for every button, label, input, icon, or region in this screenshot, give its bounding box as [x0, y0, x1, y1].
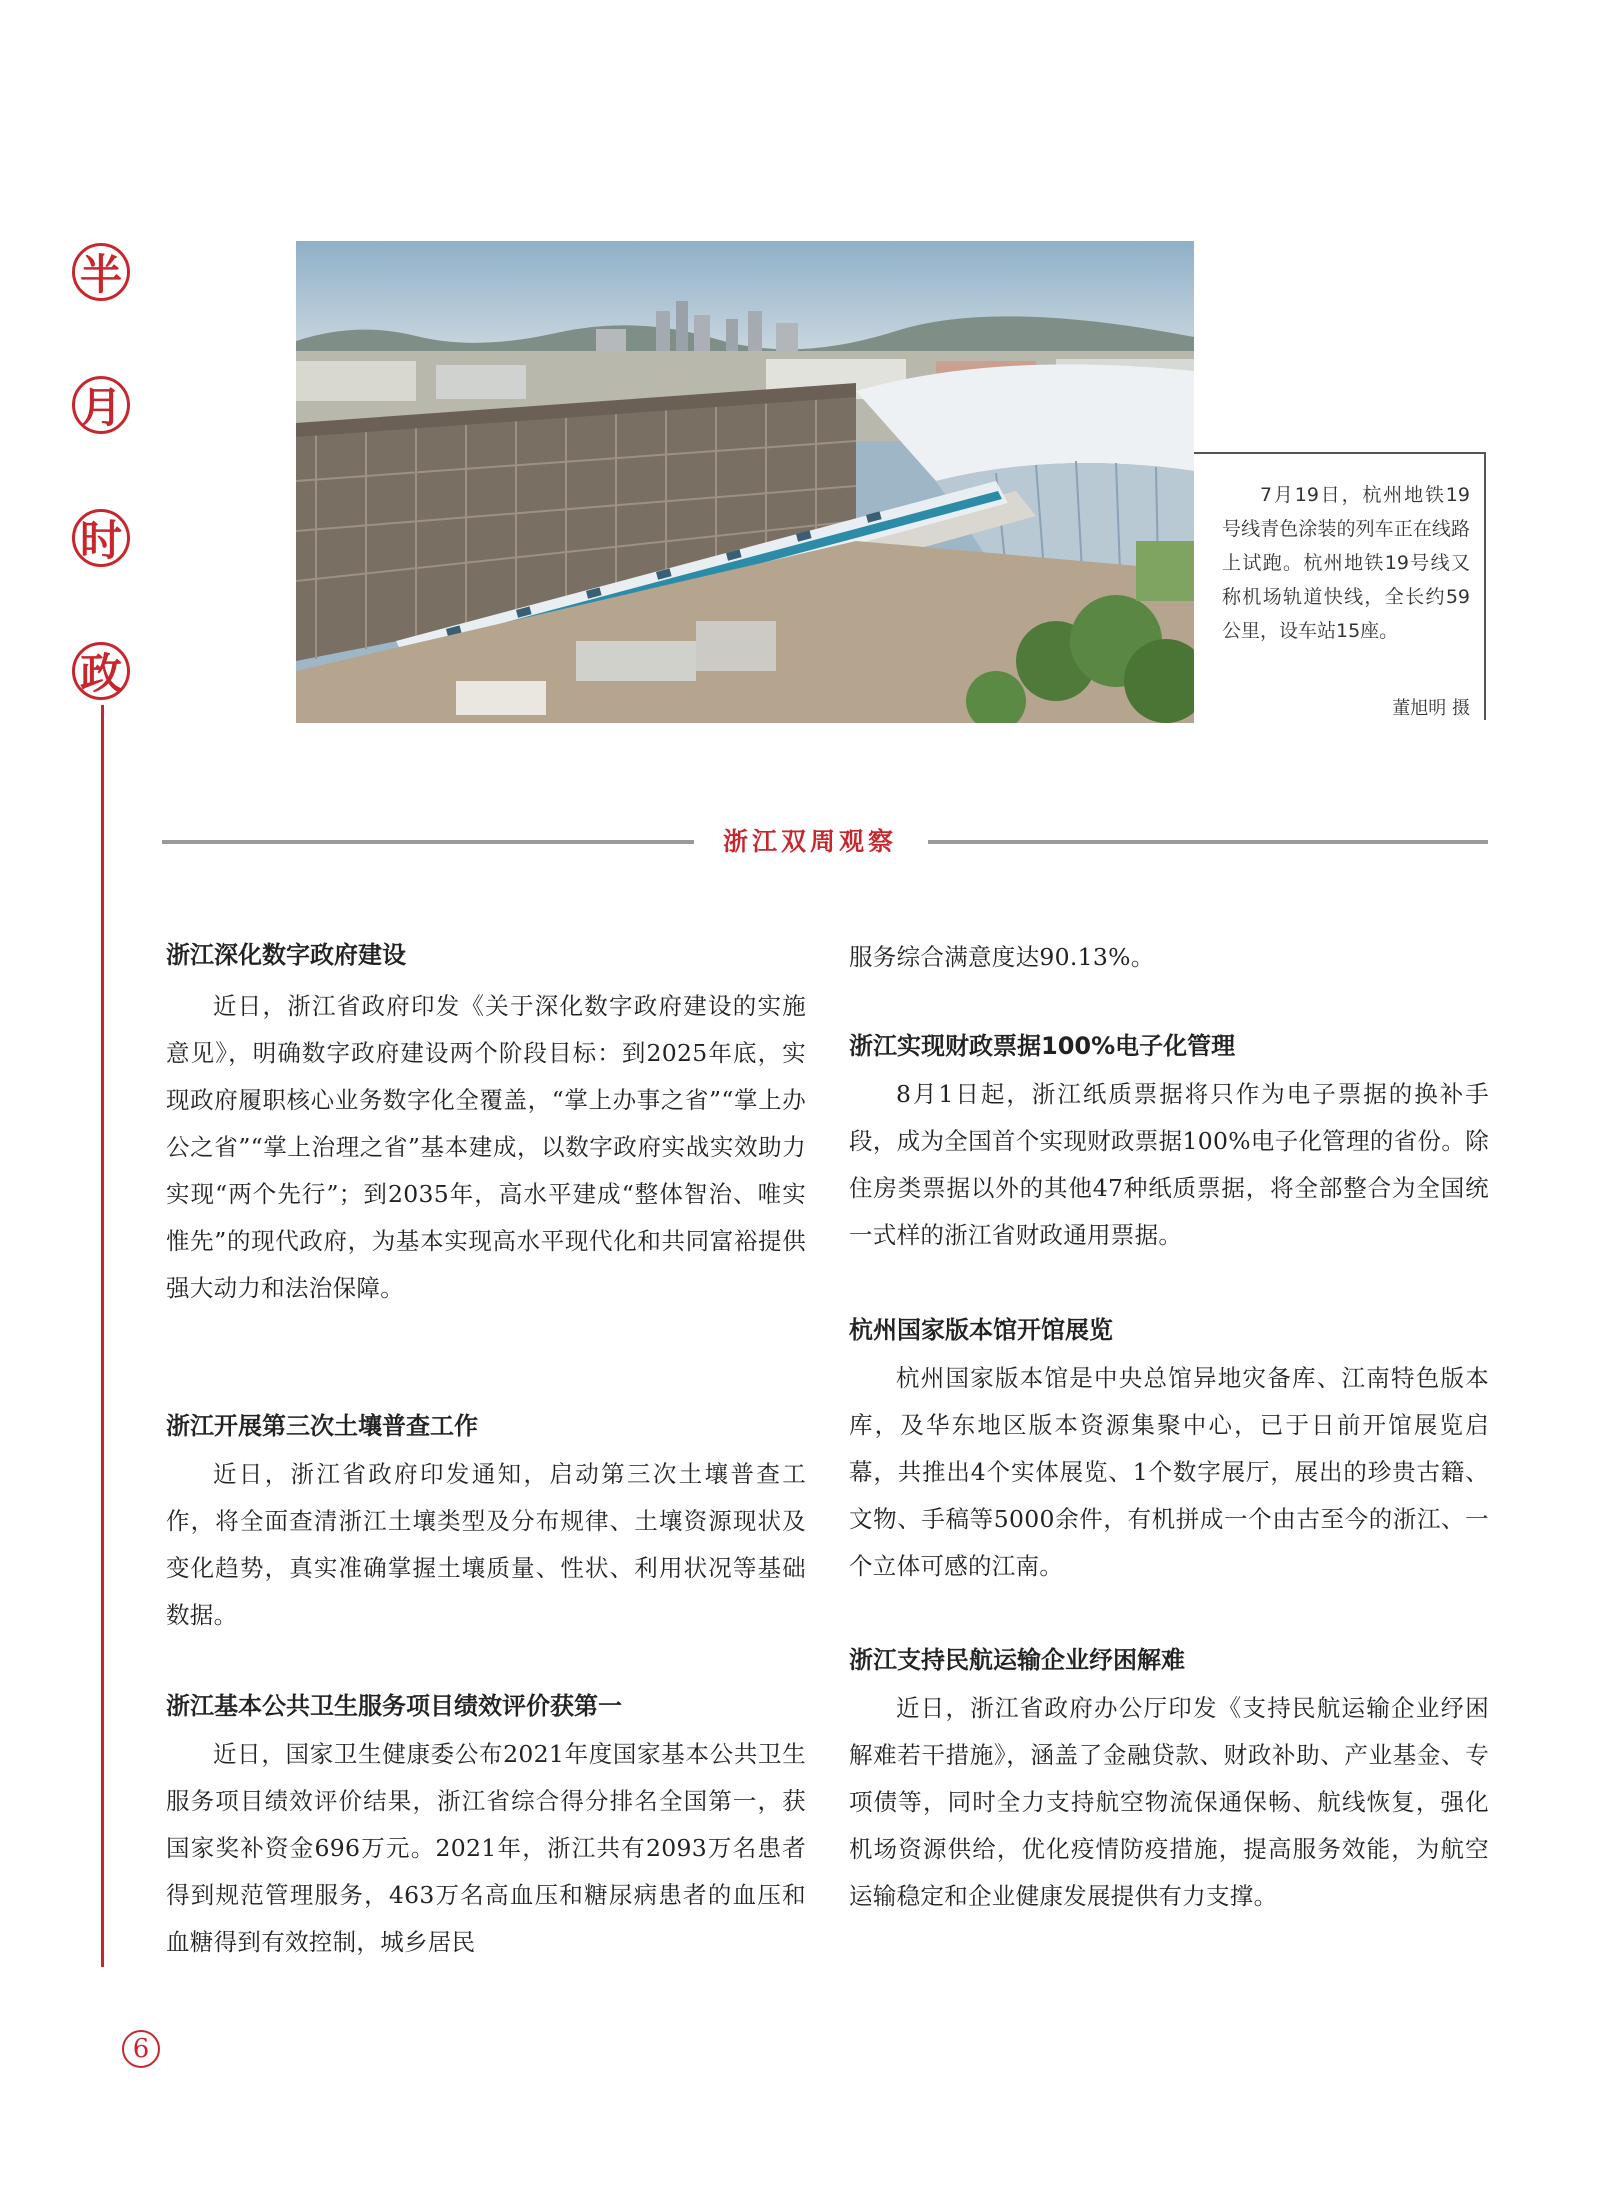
article-title-e-invoice: 浙江实现财政票据100%电子化管理: [849, 1032, 1236, 1060]
sidebar-char-1: 半: [72, 243, 130, 301]
photo-credit: 董旭明 摄: [1392, 698, 1470, 719]
sidebar-char-3: 时: [72, 509, 130, 567]
sidebar-rule: [101, 705, 104, 1967]
article-body-public-health: 近日，国家卫生健康委公布2021年度国家基本公共卫生服务项目绩效评价结果，浙江省综合得分排名全国第一，获国家奖补资金696万元。2021年，浙江共有2093万名患者得到规范管理服务，463万名高血压和糖尿病患者的血压和血糖得到有效控制，城乡居民: [166, 1740, 806, 1956]
metro-photo: [296, 241, 1194, 723]
article-title-soil-survey: 浙江开展第三次土壤普查工作: [166, 1412, 478, 1440]
article-title-aviation-relief: 浙江支持民航运输企业纾困解难: [849, 1646, 1185, 1674]
photo-caption: 7月19日，杭州地铁19号线青色涂装的列车正在线路上试跑。杭州地铁19号线又称机场轨道快线，全长约59公里，设车站15座。: [1222, 484, 1470, 642]
article-body-archives-hall: 杭州国家版本馆是中央总馆异地灾备库、江南特色版本库，及华东地区版本资源集聚中心，已于日前开馆展览启幕，共推出4个实体展览、1个数字展厅，展出的珍贵古籍、文物、手稿等5000余件，有机拼成一个由古至今的浙江、一个立体可感的江南。: [849, 1364, 1489, 1580]
caption-rule-side: [1484, 452, 1486, 720]
article-title-digital-gov: 浙江深化数字政府建设: [166, 941, 406, 969]
section-rule-left: [162, 840, 694, 844]
sidebar-char-2: 月: [72, 376, 130, 434]
sidebar-char-4: 政: [72, 642, 130, 700]
metro-photo-illustration: [296, 241, 1194, 723]
article-body-soil-survey: 近日，浙江省政府印发通知，启动第三次土壤普查工作，将全面查清浙江土壤类型及分布规律、土壤资源现状及变化趋势，真实准确掌握土壤质量、性状、利用状况等基础数据。: [166, 1460, 806, 1629]
article-title-archives-hall: 杭州国家版本馆开馆展览: [849, 1316, 1113, 1344]
article-title-public-health: 浙江基本公共卫生服务项目绩效评价获第一: [166, 1692, 622, 1720]
page-number: 6: [122, 2030, 160, 2068]
section-title: 浙江双周观察: [722, 827, 897, 856]
section-rule-right: [928, 840, 1488, 844]
article-body-digital-gov: 近日，浙江省政府印发《关于深化数字政府建设的实施意见》，明确数字政府建设两个阶段目标：到2025年底，实现政府履职核心业务数字化全覆盖，“掌上办事之省”“掌上办公之省”“掌上治理之省”基本建成，以数字政府实战实效助力实现“两个先行”；到2035年，高水平建成“整体智治、唯实惟先”的现代政府，为基本实现高水平现代化和共同富裕提供强大动力和法治保障。: [166, 992, 806, 1302]
article-body-public-health-continued: 服务综合满意度达90.13%。: [849, 943, 1155, 971]
caption-rule-top: [1194, 452, 1486, 454]
article-body-aviation-relief: 近日，浙江省政府办公厅印发《支持民航运输企业纾困解难若干措施》，涵盖了金融贷款、财政补助、产业基金、专项债等，同时全力支持航空物流保通保畅、航线恢复，强化机场资源供给，优化疫情防疫措施，提高服务效能，为航空运输稳定和企业健康发展提供有力支撑。: [849, 1694, 1489, 1910]
article-body-e-invoice: 8月1日起，浙江纸质票据将只作为电子票据的换补手段，成为全国首个实现财政票据100%电子化管理的省份。除住房类票据以外的其他47种纸质票据，将全部整合为全国统一式样的浙江省财政通用票据。: [849, 1080, 1489, 1249]
